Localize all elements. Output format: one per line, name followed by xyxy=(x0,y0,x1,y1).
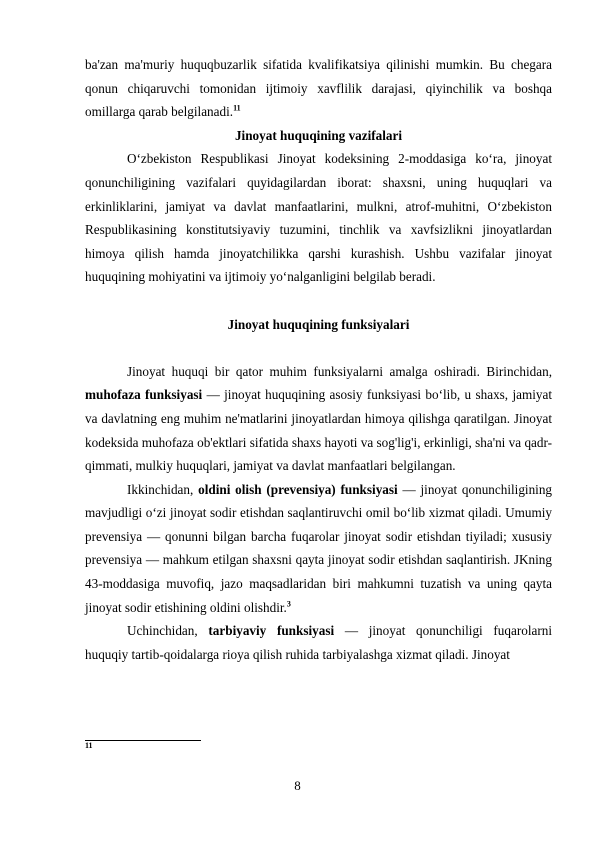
footnote-ref: 11 xyxy=(233,103,241,113)
paragraph: Jinoyat huquqi bir qator muhim funksiyalarni amalga oshiradi. Birinchidan, muhofaza funksiyasi — jinoyat huquqining asosiy funksiyasi bo‘lib, u shaxs, jamiyat va davlatning eng muhim ne'matlarini jinoyatlardan himoya qilishga qaratilgan. Jinoyat kodeksida muhofaza ob'ektlari sifatida shaxs hayoti va sog'lig'i, erkinligi, sha'ni va qadr-qimmati, mulkiy huquqlari, jamiyat va davlat manfaatlari belgilangan. xyxy=(85,363,553,474)
spacer xyxy=(85,289,552,313)
section-heading: Jinoyat huquqining vazifalari xyxy=(234,127,403,143)
page-body xyxy=(85,53,552,666)
paragraph: O‘zbekiston Respublikasi Jinoyat kodeksining 2-moddasiga ko‘ra, jinoyat qonunchiligining vazifalari quyidagilardan iborat: shaxsni, uning huquqlari va erkinliklarini, jamiyat va davlat manfaatlarini, mulkni, atrof-muhitni, O‘zbekiston Respublikasining konstitutsiyaviy tuzumini, tinchlik va xavfsizlikni jinoyatlardan himoya qilish hamda jinoyatchilikka qarshi kurashish. Ushbu vazifalar jinoyat huquqining mohiyatini va ijtimoiy yo‘nalganligini belgilab beradi. xyxy=(85,151,552,285)
bold-term: muhofaza funksiyasi xyxy=(85,387,203,403)
footnote-divider xyxy=(85,740,201,741)
bold-term: tarbiyaviy funksiyasi xyxy=(208,623,335,639)
spacer xyxy=(85,336,552,360)
page-number: 8 xyxy=(294,778,301,793)
footnote-ref: 3 xyxy=(286,599,291,609)
paragraph: Uchinchidan, tarbiyaviy funksiyasi — jinoyat qonunchiligi fuqarolarni huquqiy tartib-qoidalarga rioya qilish ruhida tarbiyalashga xizmat qiladi. Jinoyat xyxy=(85,623,552,662)
footnote: 11 xyxy=(85,741,93,750)
paragraph: ba'zan ma'muriy huquqbuzarlik sifatida kvalifikatsiya qilinishi mumkin. Bu chegara qonun chiqaruvchi tomonidan ijtimoiy xavflilik darajasi, qiyinchilik va boshqa omillarga qarab belgilanadi.$^{11}$ xyxy=(85,57,552,120)
paragraph: Ikkinchidan, oldini olish (prevensiya) funksiyasi — jinoyat qonunchiligining mavjudligi o‘zi jinoyat sodir etishdan saqlantiruvchi omil bo‘lib xizmat qiladi. Umumiy prevensiya — qonunni bilgan barcha fuqarolar jinoyat sodir etishdan tiyiladi; xususiy prevensiya — mahkum etilgan shaxsni qayta jinoyat sodir etishdan saqlantirish. JKning 43-moddasiga muvofiq, jazo maqsadlaridan biri mahkumni tuzatish va uning qayta jinoyat sodir etishining oldini olishdir.$^3$ xyxy=(85,481,553,615)
bold-term: oldini olish (prevensiya) funksiyasi xyxy=(198,481,398,497)
section-heading: Jinoyat huquqining funksiyalari xyxy=(227,316,410,332)
